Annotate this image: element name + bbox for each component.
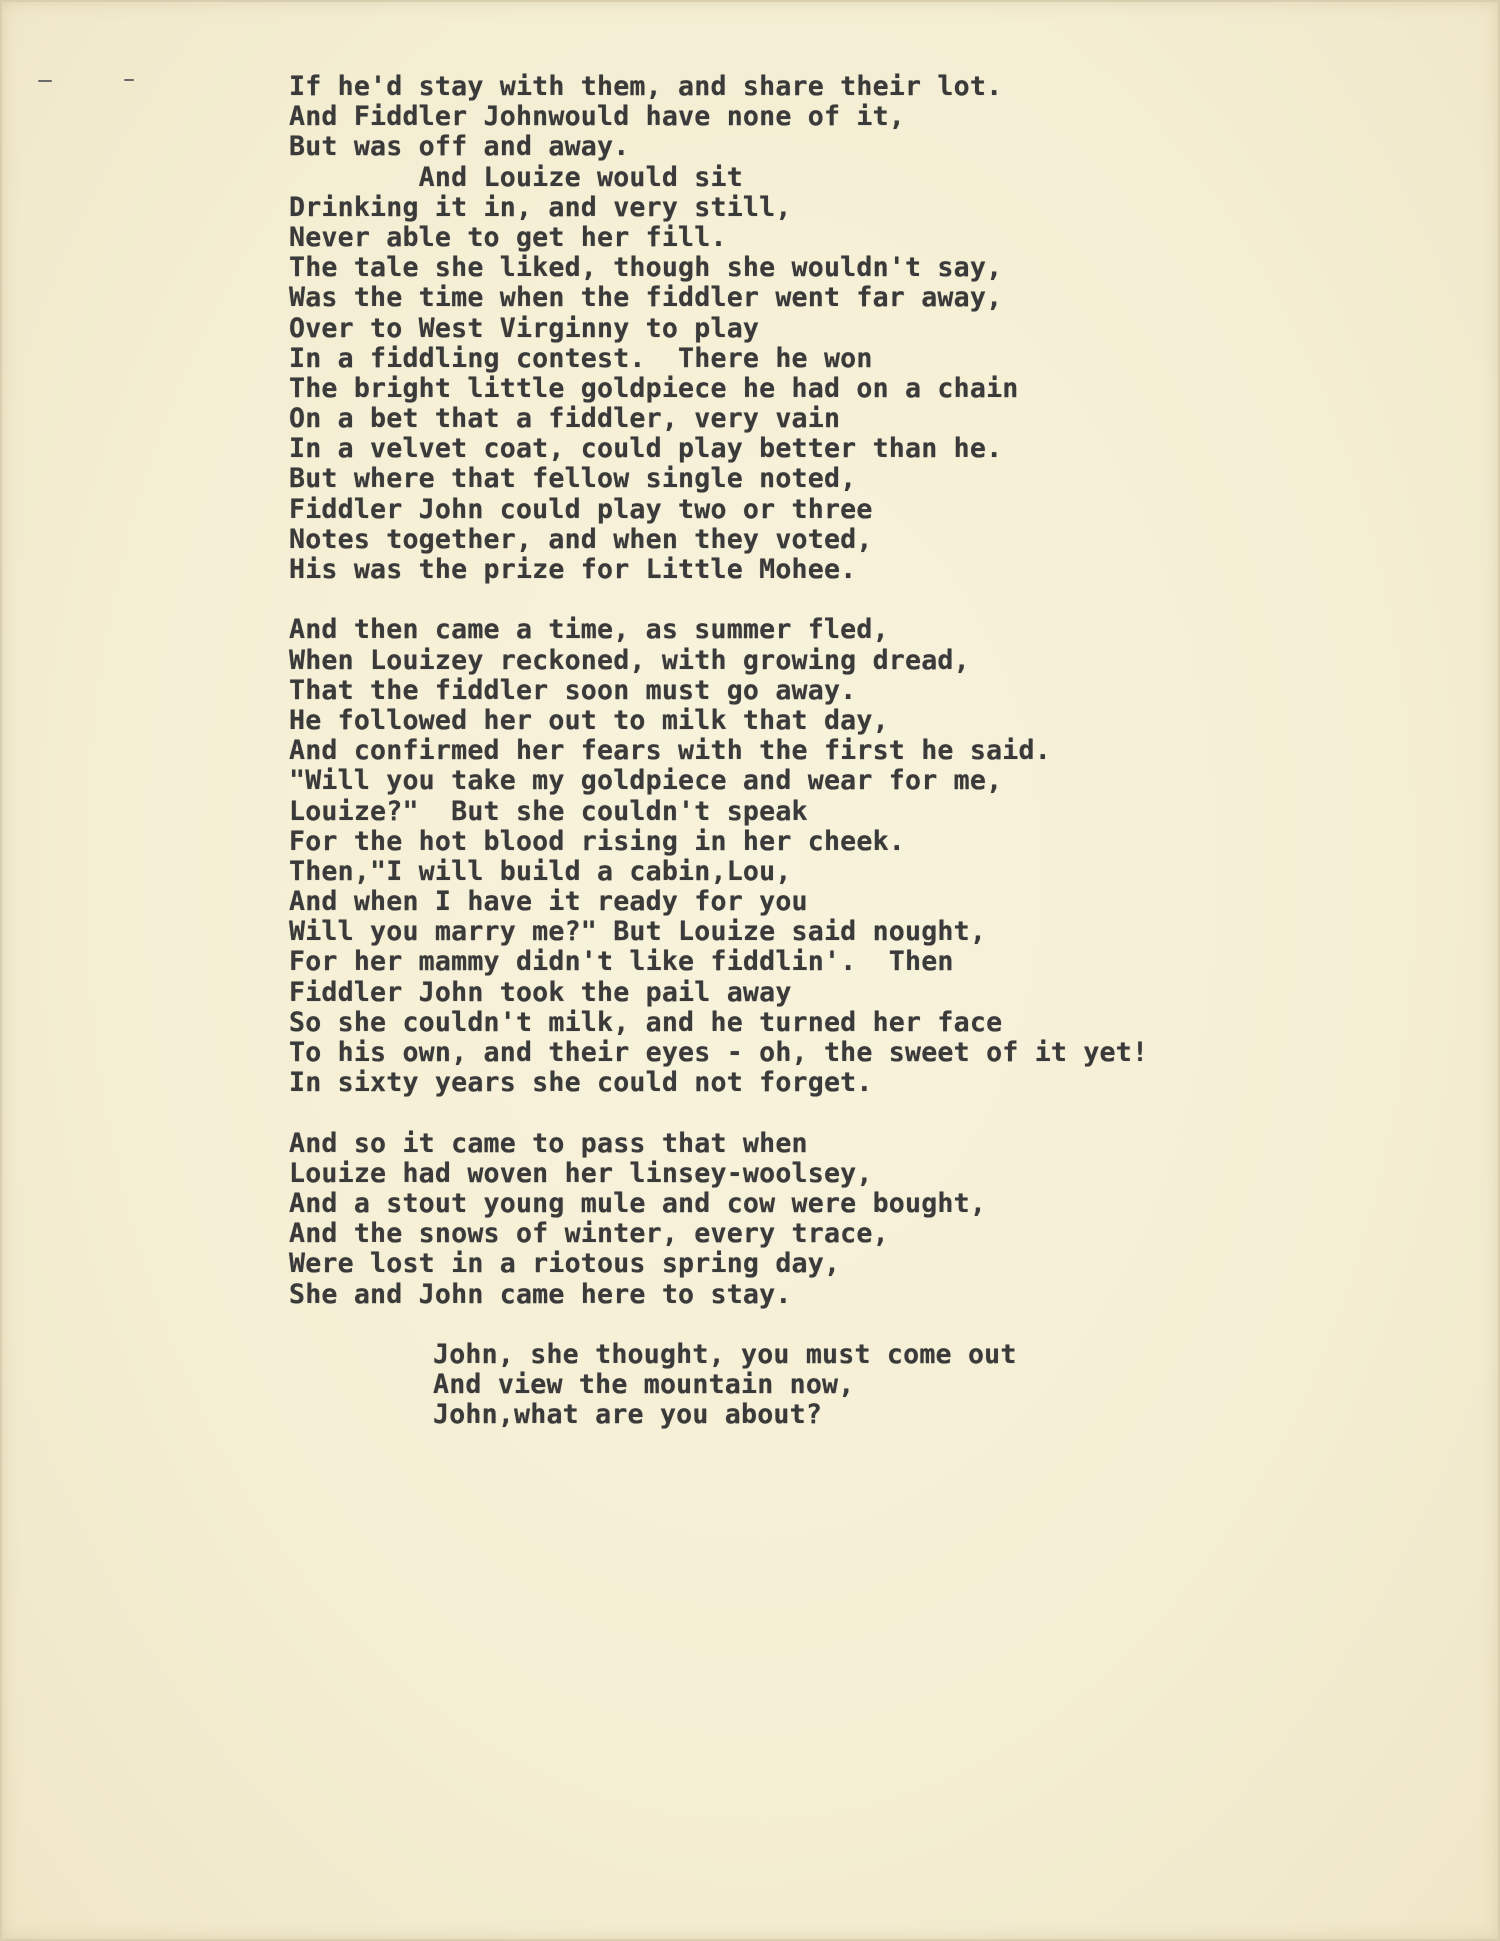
poem-line: He followed her out to milk that day, [289, 704, 889, 736]
poem-line: And confirmed her fears with the first he said. [289, 735, 1051, 767]
poem-line: On a bet that a fiddler, very vain [289, 403, 841, 435]
poem-line: To his own, and their eyes - oh, the sweet of it yet! [289, 1037, 1149, 1068]
poem-line: And Louize would sit [289, 161, 743, 193]
poem-line: "Will you take my goldpiece and wear for me, [289, 765, 1003, 797]
margin-mark [124, 79, 134, 81]
poem-line: In a velvet coat, could play better than he. [289, 433, 1003, 465]
poem-line: Were lost in a riotous spring day, [289, 1248, 841, 1280]
poem-line: Never able to get her fill. [289, 221, 727, 253]
poem-line: Was the time when the fiddler went far away, [289, 282, 1003, 314]
poem-line: So she couldn't milk, and he turned her face [289, 1006, 1003, 1038]
poem-line: That the fiddler soon must go away. [289, 674, 857, 706]
poem-line: And so it came to pass that when [289, 1127, 808, 1159]
poem-line: And Fiddler Johnwould have none of it, [289, 101, 906, 133]
poem-line: For her mammy didn't like fiddlin'. Then [289, 946, 954, 978]
poem-line: If he'd stay with them, and share their lot. [289, 71, 1003, 102]
poem-line: Fiddler John could play two or three [289, 493, 873, 525]
poem-line: And the snows of winter, every trace, [289, 1218, 889, 1250]
poem-line: Fiddler John took the pail away [289, 976, 792, 1008]
stanza-3 [289, 1129, 1309, 1310]
poem-line: But where that fellow single noted, [289, 463, 857, 495]
poem-line: Louize?" But she couldn't speak [289, 795, 808, 827]
poem-line: Over to West Virginny to play [289, 312, 760, 344]
poem-line: And a stout young mule and cow were bought, [289, 1187, 987, 1219]
poem-line: Louize had woven her linsey-woolsey, [289, 1157, 873, 1189]
poem-line: John,what are you about? [433, 1399, 823, 1431]
poem-line: But was off and away. [289, 131, 630, 163]
poem-line: The tale she liked, though she wouldn't say, [289, 252, 1003, 284]
poem-line: For the hot blood rising in her cheek. [289, 825, 906, 857]
poem-line: His was the prize for Little Mohee. [289, 554, 857, 585]
poem-line: John, she thought, you must come out [433, 1338, 1017, 1370]
poem-line: The bright little goldpiece he had on a chain [289, 372, 1019, 404]
poem-line: In sixty years she could not forget. [289, 1067, 873, 1099]
poem-line: Then,"I will build a cabin,Lou, [289, 855, 792, 887]
stanza-1 [289, 72, 1309, 585]
poem-line: And view the mountain now, [433, 1369, 855, 1401]
stanza-2 [289, 615, 1309, 1098]
poem-line: And when I have it ready for you [289, 886, 808, 918]
poem-line: When Louizey reckoned, with growing dread, [289, 644, 970, 676]
poem-line: Drinking it in, and very still, [289, 191, 792, 223]
poem-line: Notes together, and when they voted, [289, 523, 873, 555]
stanza-4 [289, 1340, 1309, 1431]
margin-mark [38, 80, 52, 82]
poem-line: And then came a time, as summer fled, [289, 614, 889, 646]
poem-line: In a fiddling contest. There he won [289, 342, 873, 374]
poem-line: She and John came here to stay. [289, 1278, 792, 1310]
poem-text [289, 72, 1309, 1430]
poem-line: Will you marry me?" But Louize said nought, [289, 916, 987, 948]
